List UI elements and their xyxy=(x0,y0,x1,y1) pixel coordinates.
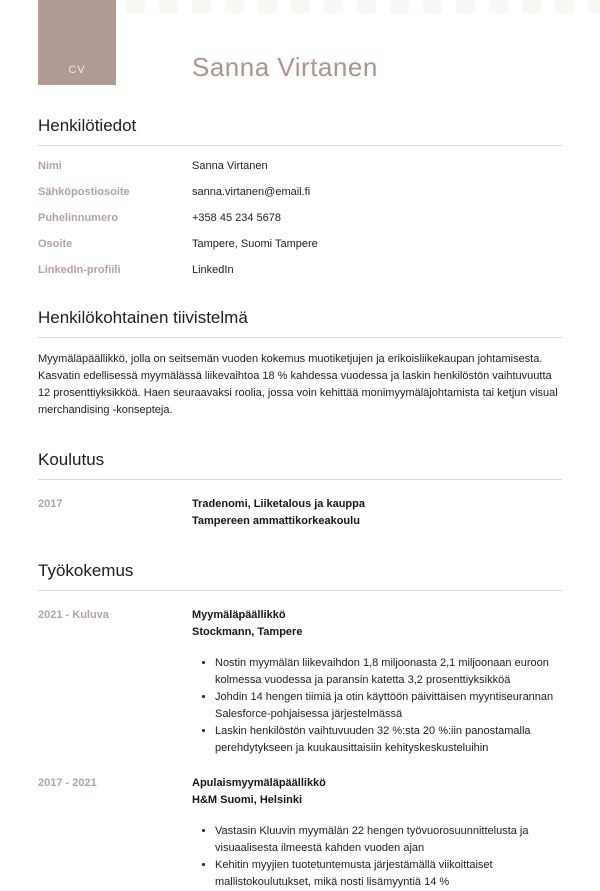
avatar xyxy=(38,0,116,85)
experience-bullets xyxy=(192,655,562,757)
section-education-title: Koulutus xyxy=(38,450,105,469)
education-school: Tampereen ammattikorkeakoulu xyxy=(192,515,360,527)
section-summary-title: Henkilökohtainen tiivistelmä xyxy=(38,308,248,327)
experience-bullets xyxy=(192,823,562,891)
experience-company: H&M Suomi, Helsinki xyxy=(192,794,303,806)
page-title: Sanna Virtanen xyxy=(192,52,378,82)
section-education xyxy=(38,449,562,530)
experience-details xyxy=(192,607,562,757)
experience-period: 2021 - Kuluva xyxy=(38,609,109,621)
section-divider xyxy=(38,337,562,338)
section-divider xyxy=(38,145,562,146)
contact-field-label: Nimi xyxy=(38,160,62,172)
contact-field-value: sanna.virtanen@email.fi xyxy=(192,186,311,198)
experience-entry xyxy=(38,775,562,891)
section-divider xyxy=(38,479,562,480)
contact-field-row xyxy=(38,186,562,199)
experience-period: 2017 - 2021 xyxy=(38,777,97,789)
contact-field-value: Tampere, Suomi Tampere xyxy=(192,238,318,250)
cv-header xyxy=(38,0,562,85)
experience-details xyxy=(192,775,562,891)
section-personal-title: Henkilötiedot xyxy=(38,116,137,135)
experience-bullet: • Nostin myymälän liikevaihdon 1,8 miljoonasta 2,1 miljoonaan euroon kolmessa vuodessa ja paransin katetta 3,2 prosenttiyksikköä xyxy=(215,655,562,689)
experience-company: Stockmann, Tampere xyxy=(192,626,303,638)
education-details xyxy=(192,496,562,530)
contact-field-label: Osoite xyxy=(38,238,73,250)
section-experience xyxy=(38,560,562,891)
contact-fields xyxy=(38,160,562,277)
education-period: 2017 xyxy=(38,498,63,510)
contact-field-row xyxy=(38,212,562,225)
contact-field-value: +358 45 234 5678 xyxy=(192,212,282,224)
contact-field-row xyxy=(38,264,562,277)
experience-entry xyxy=(38,607,562,757)
contact-field-label: Puhelinnumero xyxy=(38,212,119,224)
experience-bullet: • Vastasin Kluuvin myymälän 22 hengen työvuorosuunnittelusta ja visuaalisesta ilmeestä kahden vuoden ajan xyxy=(215,823,562,857)
contact-field-label: Sähköpostiosoite xyxy=(38,186,130,198)
summary-text: Myymäläpäällikkö, jolla on seitsemän vuoden kokemus muotiketjujen ja erikoisliikekaupan johtamisesta. Kasvatin edellisessä myymälässä liikevaihtoa 18 % kahdessa vuodessa ja laskin henkilöstön vaihtuvuutta 12 prosenttiyksikköä. Haen seuraavaksi roolia, jossa voin kehittää monimyymäläjohtamista tai ketjun visual merchandising -konsepteja. xyxy=(38,353,558,416)
experience-role: Myymäläpäällikkö xyxy=(192,609,286,621)
contact-field-value: LinkedIn xyxy=(192,264,234,276)
experience-bullet: • Johdin 14 hengen tiimiä ja otin käyttöön päivittäisen myyntiseurannan Salesforce-pohjaisessa järjestelmässä xyxy=(215,689,562,723)
contact-field-row xyxy=(38,160,562,173)
education-entry xyxy=(38,496,562,530)
education-degree: Tradenomi, Liiketalous ja kauppa xyxy=(192,498,365,510)
contact-field-label: LinkedIn-profiili xyxy=(38,264,121,276)
section-experience-title: Työkokemus xyxy=(38,561,134,580)
contact-field-row xyxy=(38,238,562,251)
experience-entries xyxy=(38,607,562,891)
section-personal xyxy=(38,115,562,277)
experience-bullet: • Kehitin myyjien tuotetuntemusta järjestämällä viikoittaiset mallistokoulutukset, mikä nosti lisämyyntiä 14 % xyxy=(215,857,562,891)
experience-role: Apulaismyymäläpäällikkö xyxy=(192,777,326,789)
education-entries xyxy=(38,496,562,530)
section-divider xyxy=(38,590,562,591)
contact-field-value: Sanna Virtanen xyxy=(192,160,268,172)
experience-bullet: • Laskin henkilöstön vaihtuvuuden 32 %:sta 20 %:iin panostamalla perehdytykseen ja kuukausittaisiin kehityskeskusteluihin xyxy=(215,723,562,757)
avatar-label: CV xyxy=(68,64,86,76)
section-summary xyxy=(38,307,562,419)
